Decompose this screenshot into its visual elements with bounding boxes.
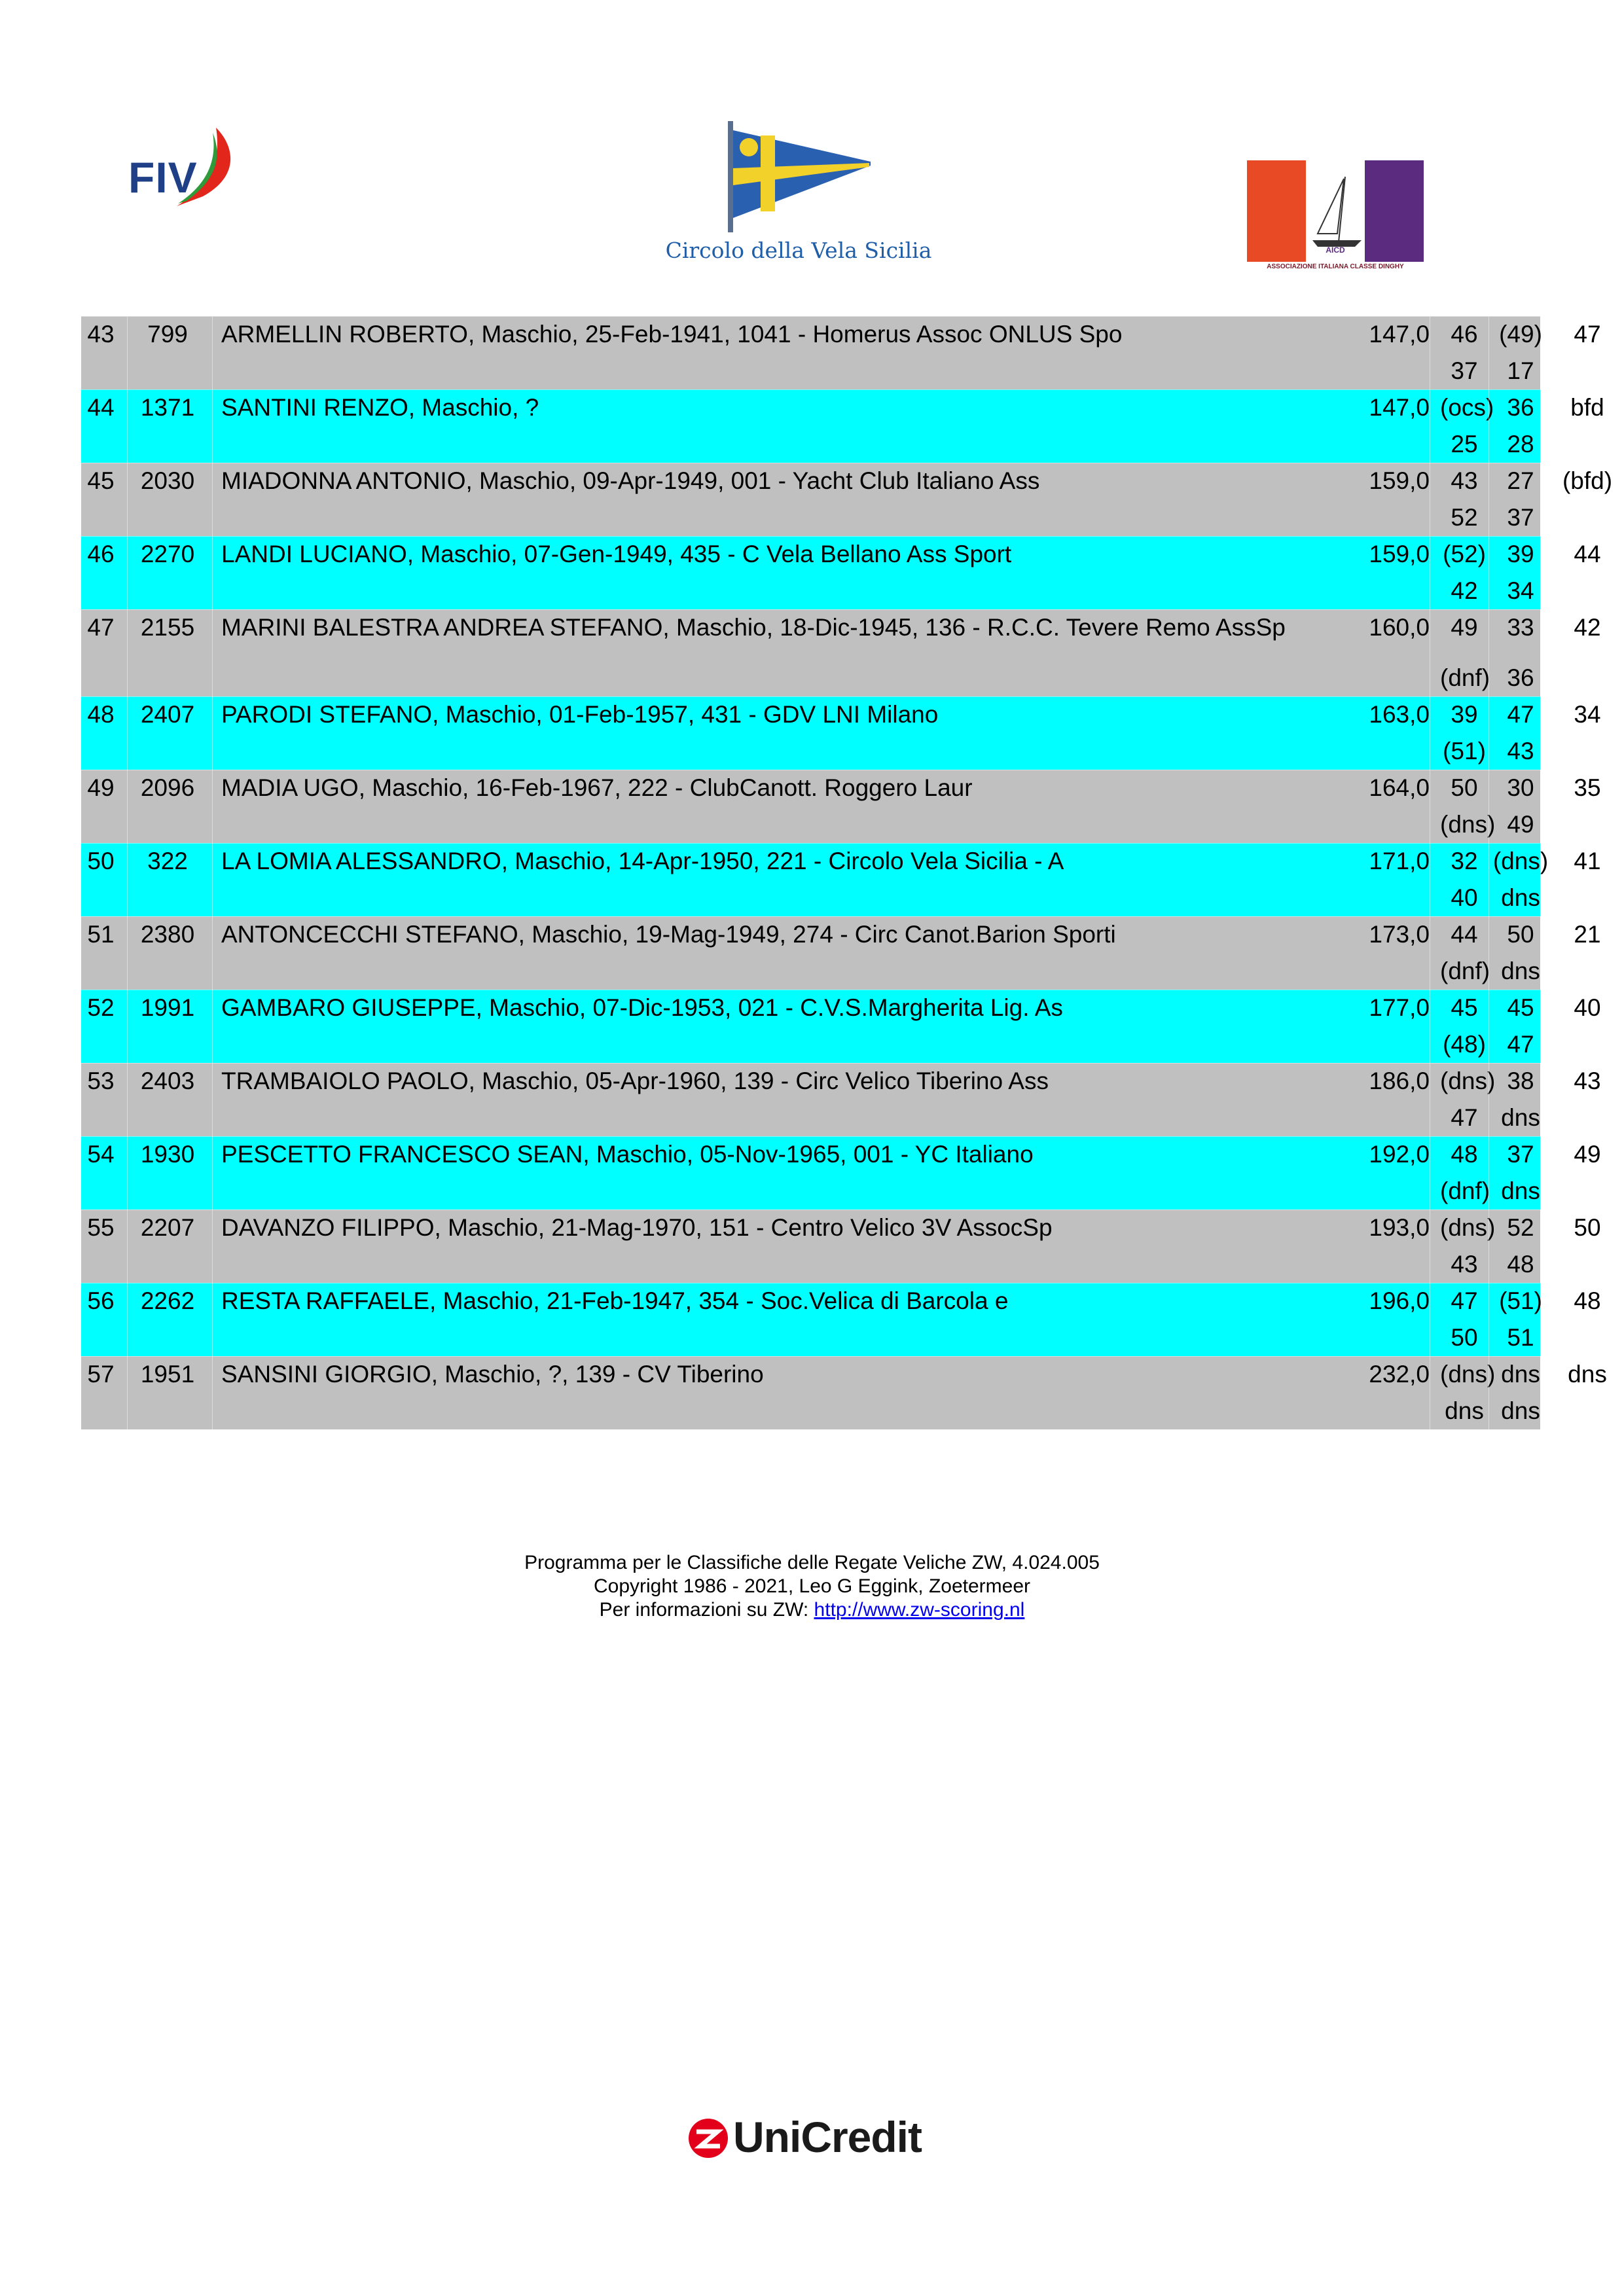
race-5-score: dns bbox=[1501, 1397, 1540, 1424]
sail-number-cell: 2096 bbox=[140, 774, 195, 801]
column-divider bbox=[212, 316, 213, 389]
race-3-score: dns bbox=[1568, 1361, 1607, 1388]
club-logo-name: Circolo della Vela Sicilia bbox=[665, 238, 932, 263]
race-2-score: 39 bbox=[1507, 541, 1534, 567]
column-divider bbox=[212, 990, 213, 1063]
unicredit-mark-icon bbox=[687, 2117, 729, 2159]
race-2-score: 27 bbox=[1507, 467, 1534, 494]
column-divider bbox=[127, 389, 128, 463]
sail-number-cell: 2407 bbox=[140, 701, 195, 728]
race-2-score: 47 bbox=[1507, 701, 1534, 728]
sailor-name-cell: PARODI STEFANO, Maschio, 01-Feb-1957, 431 - GDV LNI Milano bbox=[221, 701, 939, 728]
column-divider bbox=[212, 1210, 213, 1283]
race-5-score: 49 bbox=[1507, 811, 1534, 838]
sail-number-cell: 799 bbox=[147, 321, 188, 348]
row-divider bbox=[81, 1356, 1540, 1357]
club-burgee-icon bbox=[661, 121, 936, 236]
sailor-name-cell: LA LOMIA ALESSANDRO, Maschio, 14-Apr-1950, 221 - Circolo Vela Sicilia - A bbox=[221, 848, 1064, 874]
credits-info-line bbox=[0, 1598, 1624, 1622]
rank-cell: 50 bbox=[87, 848, 115, 874]
race-4-score: (51) bbox=[1443, 738, 1486, 764]
race-5-score: 43 bbox=[1507, 738, 1534, 764]
rank-cell: 56 bbox=[87, 1287, 115, 1314]
sail-number-cell: 322 bbox=[147, 848, 188, 874]
total-points-cell: 159,0 bbox=[1369, 467, 1430, 494]
column-divider bbox=[212, 696, 213, 770]
results-table bbox=[81, 316, 1613, 1429]
column-divider bbox=[127, 770, 128, 843]
result-entry bbox=[81, 1210, 1601, 1283]
column-divider bbox=[212, 770, 213, 843]
column-divider bbox=[212, 843, 213, 916]
credits-info-prefix: Per informazioni su ZW: bbox=[599, 1599, 814, 1621]
race-3-score: 21 bbox=[1574, 921, 1601, 948]
rank-cell: 45 bbox=[87, 467, 115, 494]
race-2-score: 38 bbox=[1507, 1067, 1534, 1094]
aicd-logo-caption: ASSOCIAZIONE ITALIANA CLASSE DINGHY bbox=[1267, 263, 1404, 270]
result-entry bbox=[81, 843, 1601, 916]
row-divider bbox=[81, 609, 1540, 610]
result-entry bbox=[81, 1063, 1601, 1136]
total-points-cell: 173,0 bbox=[1369, 921, 1430, 948]
sailor-name-cell: SANTINI RENZO, Maschio, ? bbox=[221, 394, 539, 421]
rank-cell: 48 bbox=[87, 701, 115, 728]
zw-scoring-link[interactable]: http://www.zw-scoring.nl bbox=[814, 1599, 1025, 1621]
sail-number-cell: 1930 bbox=[140, 1141, 195, 1168]
sail-number-cell: 1991 bbox=[140, 994, 195, 1021]
race-2-score: 52 bbox=[1507, 1214, 1534, 1241]
sailor-name-cell: LANDI LUCIANO, Maschio, 07-Gen-1949, 435 - C Vela Bellano Ass Sport bbox=[221, 541, 1012, 567]
race-1-score: (dns) bbox=[1440, 1067, 1496, 1094]
result-entry bbox=[81, 463, 1613, 536]
result-entry bbox=[81, 609, 1601, 696]
race-3-score: bfd bbox=[1570, 394, 1604, 421]
race-5-score: 36 bbox=[1507, 664, 1534, 691]
column-divider bbox=[212, 916, 213, 990]
sailor-name-cell: TRAMBAIOLO PAOLO, Maschio, 05-Apr-1960, 139 - Circ Velico Tiberino Ass bbox=[221, 1067, 1049, 1094]
result-entry bbox=[81, 916, 1601, 990]
race-5-score: dns bbox=[1501, 1104, 1540, 1131]
race-5-score: 34 bbox=[1507, 577, 1534, 604]
club-logo bbox=[661, 121, 936, 272]
result-entry bbox=[81, 770, 1601, 843]
race-2-score: (51) bbox=[1499, 1287, 1542, 1314]
column-divider bbox=[127, 990, 128, 1063]
race-1-score: 49 bbox=[1451, 614, 1478, 641]
sail-number-cell: 1951 bbox=[140, 1361, 195, 1388]
race-4-score: dns bbox=[1445, 1397, 1484, 1424]
race-1-score: 43 bbox=[1451, 467, 1478, 494]
sail-number-cell: 2262 bbox=[140, 1287, 195, 1314]
column-divider bbox=[212, 536, 213, 609]
column-divider bbox=[127, 536, 128, 609]
sail-number-cell: 2403 bbox=[140, 1067, 195, 1094]
sailor-name-cell: ARMELLIN ROBERTO, Maschio, 25-Feb-1941, 1041 - Homerus Assoc ONLUS Spo bbox=[221, 321, 1123, 348]
rank-cell: 54 bbox=[87, 1141, 115, 1168]
race-2-score: (dns) bbox=[1492, 848, 1549, 874]
total-points-cell: 160,0 bbox=[1369, 614, 1430, 641]
fiv-logo bbox=[124, 121, 249, 219]
sailor-name-cell: MADIA UGO, Maschio, 16-Feb-1967, 222 - ClubCanott. Roggero Laur bbox=[221, 774, 973, 801]
race-4-score: (dnf) bbox=[1440, 664, 1490, 691]
rank-cell: 43 bbox=[87, 321, 115, 348]
total-points-cell: 163,0 bbox=[1369, 701, 1430, 728]
sail-number-cell: 1371 bbox=[140, 394, 195, 421]
race-4-score: 43 bbox=[1451, 1251, 1478, 1278]
race-3-score: 34 bbox=[1574, 701, 1601, 728]
race-3-score: 49 bbox=[1574, 1141, 1601, 1168]
total-points-cell: 171,0 bbox=[1369, 848, 1430, 874]
credits-copyright-line: Copyright 1986 - 2021, Leo G Eggink, Zoetermeer bbox=[593, 1575, 1031, 1597]
total-points-cell: 177,0 bbox=[1369, 994, 1430, 1021]
race-5-score: dns bbox=[1501, 884, 1540, 911]
rank-cell: 57 bbox=[87, 1361, 115, 1388]
aicd-logo bbox=[1247, 160, 1424, 275]
rank-cell: 51 bbox=[87, 921, 115, 948]
race-5-score: 48 bbox=[1507, 1251, 1534, 1278]
race-5-score: 17 bbox=[1507, 357, 1534, 384]
race-5-score: 37 bbox=[1507, 504, 1534, 531]
race-3-score: 50 bbox=[1574, 1214, 1601, 1241]
result-entry bbox=[81, 1136, 1601, 1210]
race-1-score: (ocs) bbox=[1440, 394, 1494, 421]
race-5-score: 47 bbox=[1507, 1031, 1534, 1058]
column-divider bbox=[212, 1136, 213, 1210]
column-divider bbox=[127, 1136, 128, 1210]
race-4-score: (dns) bbox=[1440, 811, 1496, 838]
race-1-score: 47 bbox=[1451, 1287, 1478, 1314]
column-divider bbox=[212, 1063, 213, 1136]
race-1-score: 39 bbox=[1451, 701, 1478, 728]
column-divider bbox=[127, 316, 128, 389]
race-4-score: (dnf) bbox=[1440, 958, 1490, 984]
race-4-score: (dnf) bbox=[1440, 1177, 1490, 1204]
race-1-score: (dns) bbox=[1440, 1361, 1496, 1388]
row-divider bbox=[81, 536, 1540, 537]
sail-number-cell: 2207 bbox=[140, 1214, 195, 1241]
fiv-logo-text: FIV bbox=[128, 153, 198, 202]
row-divider bbox=[81, 1063, 1540, 1064]
sailor-name-cell: ANTONCECCHI STEFANO, Maschio, 19-Mag-1949, 274 - Circ Canot.Barion Sporti bbox=[221, 921, 1116, 948]
total-points-cell: 196,0 bbox=[1369, 1287, 1430, 1314]
race-5-score: 28 bbox=[1507, 431, 1534, 457]
sailor-name-cell: RESTA RAFFAELE, Maschio, 21-Feb-1947, 354 - Soc.Velica di Barcola e bbox=[221, 1287, 1009, 1314]
result-entry bbox=[81, 1356, 1607, 1429]
sailor-name-cell: MIADONNA ANTONIO, Maschio, 09-Apr-1949, 001 - Yacht Club Italiano Ass bbox=[221, 467, 1040, 494]
sail-number-cell: 2380 bbox=[140, 921, 195, 948]
race-3-score: 47 bbox=[1574, 321, 1601, 348]
race-3-score: 48 bbox=[1574, 1287, 1601, 1314]
rank-cell: 44 bbox=[87, 394, 115, 421]
total-points-cell: 147,0 bbox=[1369, 394, 1430, 421]
race-3-score: 43 bbox=[1574, 1067, 1601, 1094]
race-2-score: 36 bbox=[1507, 394, 1534, 421]
race-4-score: 47 bbox=[1451, 1104, 1478, 1131]
rank-cell: 53 bbox=[87, 1067, 115, 1094]
sailor-name-cell: SANSINI GIORGIO, Maschio, ?, 139 - CV Tiberino bbox=[221, 1361, 764, 1388]
sailor-name-cell: DAVANZO FILIPPO, Maschio, 21-Mag-1970, 151 - Centro Velico 3V AssocSp bbox=[221, 1214, 1053, 1241]
unicredit-logo bbox=[687, 2111, 949, 2170]
result-entry bbox=[81, 1283, 1601, 1356]
column-divider bbox=[212, 1283, 213, 1356]
row-divider bbox=[81, 1136, 1540, 1137]
rank-cell: 46 bbox=[87, 541, 115, 567]
row-divider bbox=[81, 316, 1540, 317]
race-3-score: 42 bbox=[1574, 614, 1601, 641]
race-2-score: 30 bbox=[1507, 774, 1534, 801]
column-divider bbox=[212, 609, 213, 696]
rank-cell: 47 bbox=[87, 614, 115, 641]
total-points-cell: 159,0 bbox=[1369, 541, 1430, 567]
column-divider bbox=[127, 696, 128, 770]
row-divider bbox=[81, 916, 1540, 917]
race-2-score: 50 bbox=[1507, 921, 1534, 948]
total-points-cell: 232,0 bbox=[1369, 1361, 1430, 1388]
unicredit-logo-text: UniCredit bbox=[733, 2113, 922, 2161]
race-3-score: (bfd) bbox=[1562, 467, 1613, 494]
sail-number-cell: 2270 bbox=[140, 541, 195, 567]
result-entry bbox=[81, 990, 1601, 1063]
result-entry bbox=[81, 389, 1604, 463]
row-divider bbox=[81, 843, 1540, 844]
sail-number-cell: 2155 bbox=[140, 614, 195, 641]
total-points-cell: 147,0 bbox=[1369, 321, 1430, 348]
race-4-score: 25 bbox=[1451, 431, 1478, 457]
sailor-name-cell: PESCETTO FRANCESCO SEAN, Maschio, 05-Nov-1965, 001 - YC Italiano bbox=[221, 1141, 1034, 1168]
column-divider bbox=[212, 389, 213, 463]
credits-program-line: Programma per le Classifiche delle Regate Veliche ZW, 4.024.005 bbox=[524, 1552, 1100, 1573]
race-3-score: 41 bbox=[1574, 848, 1601, 874]
total-points-cell: 186,0 bbox=[1369, 1067, 1430, 1094]
race-1-score: 46 bbox=[1451, 321, 1478, 348]
race-2-score: (49) bbox=[1499, 321, 1542, 348]
result-entry bbox=[81, 536, 1601, 609]
total-points-cell: 192,0 bbox=[1369, 1141, 1430, 1168]
race-1-score: (dns) bbox=[1440, 1214, 1496, 1241]
row-divider bbox=[81, 389, 1540, 390]
software-credits bbox=[0, 1551, 1624, 1622]
race-5-score: dns bbox=[1501, 1177, 1540, 1204]
total-points-cell: 193,0 bbox=[1369, 1214, 1430, 1241]
sailor-name-cell: GAMBARO GIUSEPPE, Maschio, 07-Dic-1953, 021 - C.V.S.Margherita Lig. As bbox=[221, 994, 1063, 1021]
column-divider bbox=[212, 1356, 213, 1429]
race-2-score: 45 bbox=[1507, 994, 1534, 1021]
row-divider bbox=[81, 696, 1540, 697]
race-4-score: (48) bbox=[1443, 1031, 1486, 1058]
race-4-score: 37 bbox=[1451, 357, 1478, 384]
race-1-score: 50 bbox=[1451, 774, 1478, 801]
column-divider bbox=[212, 463, 213, 536]
race-1-score: 32 bbox=[1451, 848, 1478, 874]
race-3-score: 35 bbox=[1574, 774, 1601, 801]
rank-cell: 52 bbox=[87, 994, 115, 1021]
total-points-cell: 164,0 bbox=[1369, 774, 1430, 801]
race-3-score: 44 bbox=[1574, 541, 1601, 567]
race-1-score: (52) bbox=[1443, 541, 1486, 567]
race-4-score: 40 bbox=[1451, 884, 1478, 911]
rank-cell: 49 bbox=[87, 774, 115, 801]
race-2-score: 33 bbox=[1507, 614, 1534, 641]
race-4-score: 42 bbox=[1451, 577, 1478, 604]
race-2-score: 37 bbox=[1507, 1141, 1534, 1168]
column-divider bbox=[127, 843, 128, 916]
column-divider bbox=[127, 1063, 128, 1136]
race-4-score: 52 bbox=[1451, 504, 1478, 531]
race-4-score: 50 bbox=[1451, 1324, 1478, 1351]
sailor-name-cell: MARINI BALESTRA ANDREA STEFANO, Maschio, 18-Dic-1945, 136 - R.C.C. Tevere Remo AssSp bbox=[221, 614, 1286, 641]
race-5-score: dns bbox=[1501, 958, 1540, 984]
column-divider bbox=[127, 463, 128, 536]
race-1-score: 44 bbox=[1451, 921, 1478, 948]
column-divider bbox=[127, 1283, 128, 1356]
result-entry bbox=[81, 316, 1601, 389]
race-1-score: 48 bbox=[1451, 1141, 1478, 1168]
race-3-score: 40 bbox=[1574, 994, 1601, 1021]
column-divider bbox=[127, 1210, 128, 1283]
column-divider bbox=[127, 609, 128, 696]
result-entry bbox=[81, 696, 1601, 770]
rank-cell: 55 bbox=[87, 1214, 115, 1241]
column-divider bbox=[127, 1356, 128, 1429]
column-divider bbox=[127, 916, 128, 990]
sail-number-cell: 2030 bbox=[140, 467, 195, 494]
race-5-score: 51 bbox=[1507, 1324, 1534, 1351]
race-2-score: dns bbox=[1501, 1361, 1540, 1388]
aicd-logo-abbr: AICD bbox=[1326, 245, 1345, 255]
race-1-score: 45 bbox=[1451, 994, 1478, 1021]
